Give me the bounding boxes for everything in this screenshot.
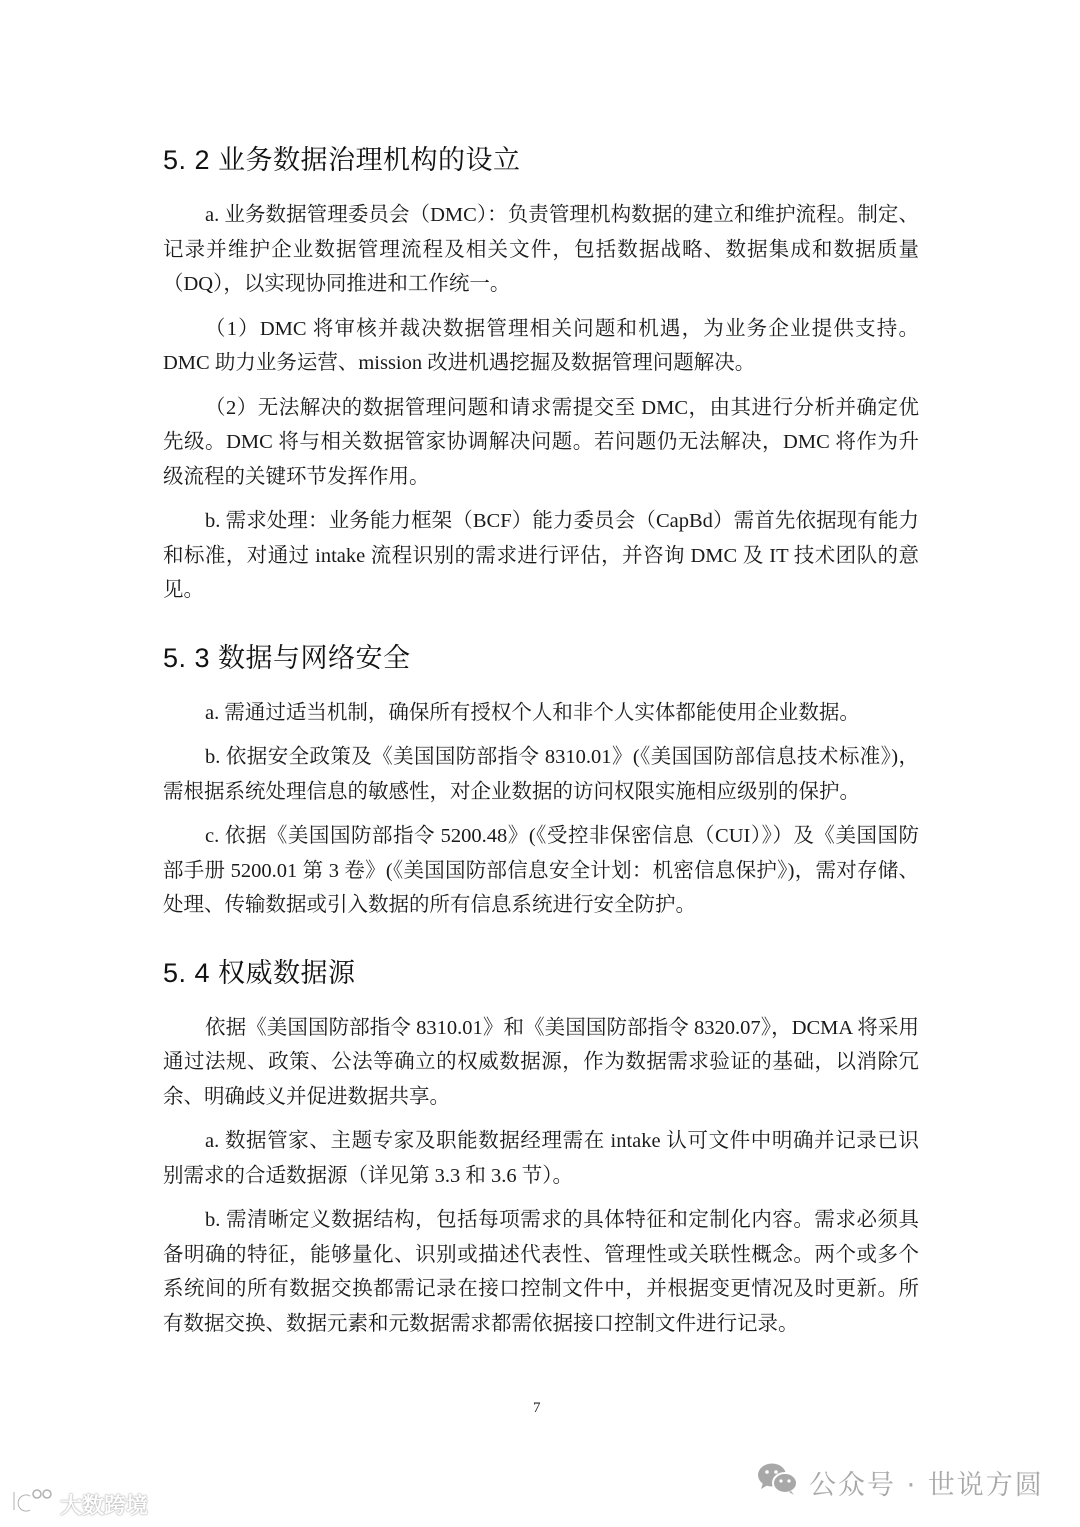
page-content — [163, 140, 919, 1341]
page-number: 7 — [533, 1400, 541, 1416]
paragraph: a. 数据管家、主题专家及职能数据经理需在 intake 认可文件中明确并记录已识别需求的合适数据源（详见第 3.3 和 3.6 节）。 — [163, 1130, 919, 1187]
paragraph: b. 依据安全政策及《美国国防部指令 8310.01》(《美国国防部信息技术标准》)，需根据系统处理信息的敏感性，对企业数据的访问权限实施相应级别的保护。 — [163, 746, 919, 803]
paragraph: （1）DMC 将审核并裁决数据管理相关问题和机遇，为业务企业提供支持。DMC 助力业务运营、mission 改进机遇挖掘及数据管理问题解决。 — [163, 317, 919, 374]
wechat-icon — [757, 1462, 799, 1503]
section-heading-5-2: 5. 2 业务数据治理机构的设立 — [163, 145, 521, 175]
logo-icon — [10, 1488, 54, 1520]
watermark-text: 公众号 · 世说方圆 — [809, 1470, 1044, 1501]
paragraph: b. 需清晰定义数据结构，包括每项需求的具体特征和定制化内容。需求必须具备明确的特征，能够量化、识别或描述代表性、管理性或关联性概念。两个或多个系统间的所有数据交换都需记录在接口控制文件中，并根据变更情况及时更新。所有数据交换、数据元素和元数据需求都需依据接口控制文件进行记录。 — [163, 1209, 919, 1335]
watermark-wechat-account — [757, 1462, 1044, 1503]
section-heading-5-3: 5. 3 数据与网络安全 — [163, 642, 411, 673]
paragraph: a. 需通过适当机制，确保所有授权个人和非个人实体都能使用企业数据。 — [205, 701, 860, 724]
watermark-brand-text: 大数跨境 — [60, 1493, 149, 1519]
paragraph: a. 业务数据管理委员会（DMC）：负责管理机构数据的建立和维护流程。制定、记录并维护企业数据管理流程及相关文件，包括数据战略、数据集成和数据质量（DQ），以实现协同推进和工作统一。 — [163, 204, 919, 295]
section-heading-5-4: 5. 4 权威数据源 — [163, 957, 356, 988]
paragraph: c. 依据《美国国防部指令 5200.48》(《受控非保密信息（CUI）》）及《美国国防部手册 5200.01 第 3 卷》(《美国国防部信息安全计划：机密信息保护》)，需对存储、处理、传输数据或引入数据的所有信息系统进行安全防护。 — [163, 825, 919, 916]
paragraph: 依据《美国国防部指令 8310.01》和《美国国防部指令 8320.07》，DCMA 将采用通过法规、政策、公法等确立的权威数据源，作为数据需求验证的基础，以消除冗余、明确歧义并促进数据共享。 — [163, 1016, 919, 1108]
watermark-brand — [10, 1488, 148, 1520]
paragraph: （2）无法解决的数据管理问题和请求需提交至 DMC，由其进行分析并确定优先级。DMC 将与相关数据管家协调解决问题。若问题仍无法解决，DMC 将作为升级流程的关键环节发挥作用。 — [163, 396, 919, 488]
paragraph: b. 需求处理：业务能力框架（BCF）能力委员会（CapBd）需首先依据现有能力和标准，对通过 intake 流程识别的需求进行评估，并咨询 DMC 及 IT 技术团队的意见。 — [163, 510, 919, 601]
